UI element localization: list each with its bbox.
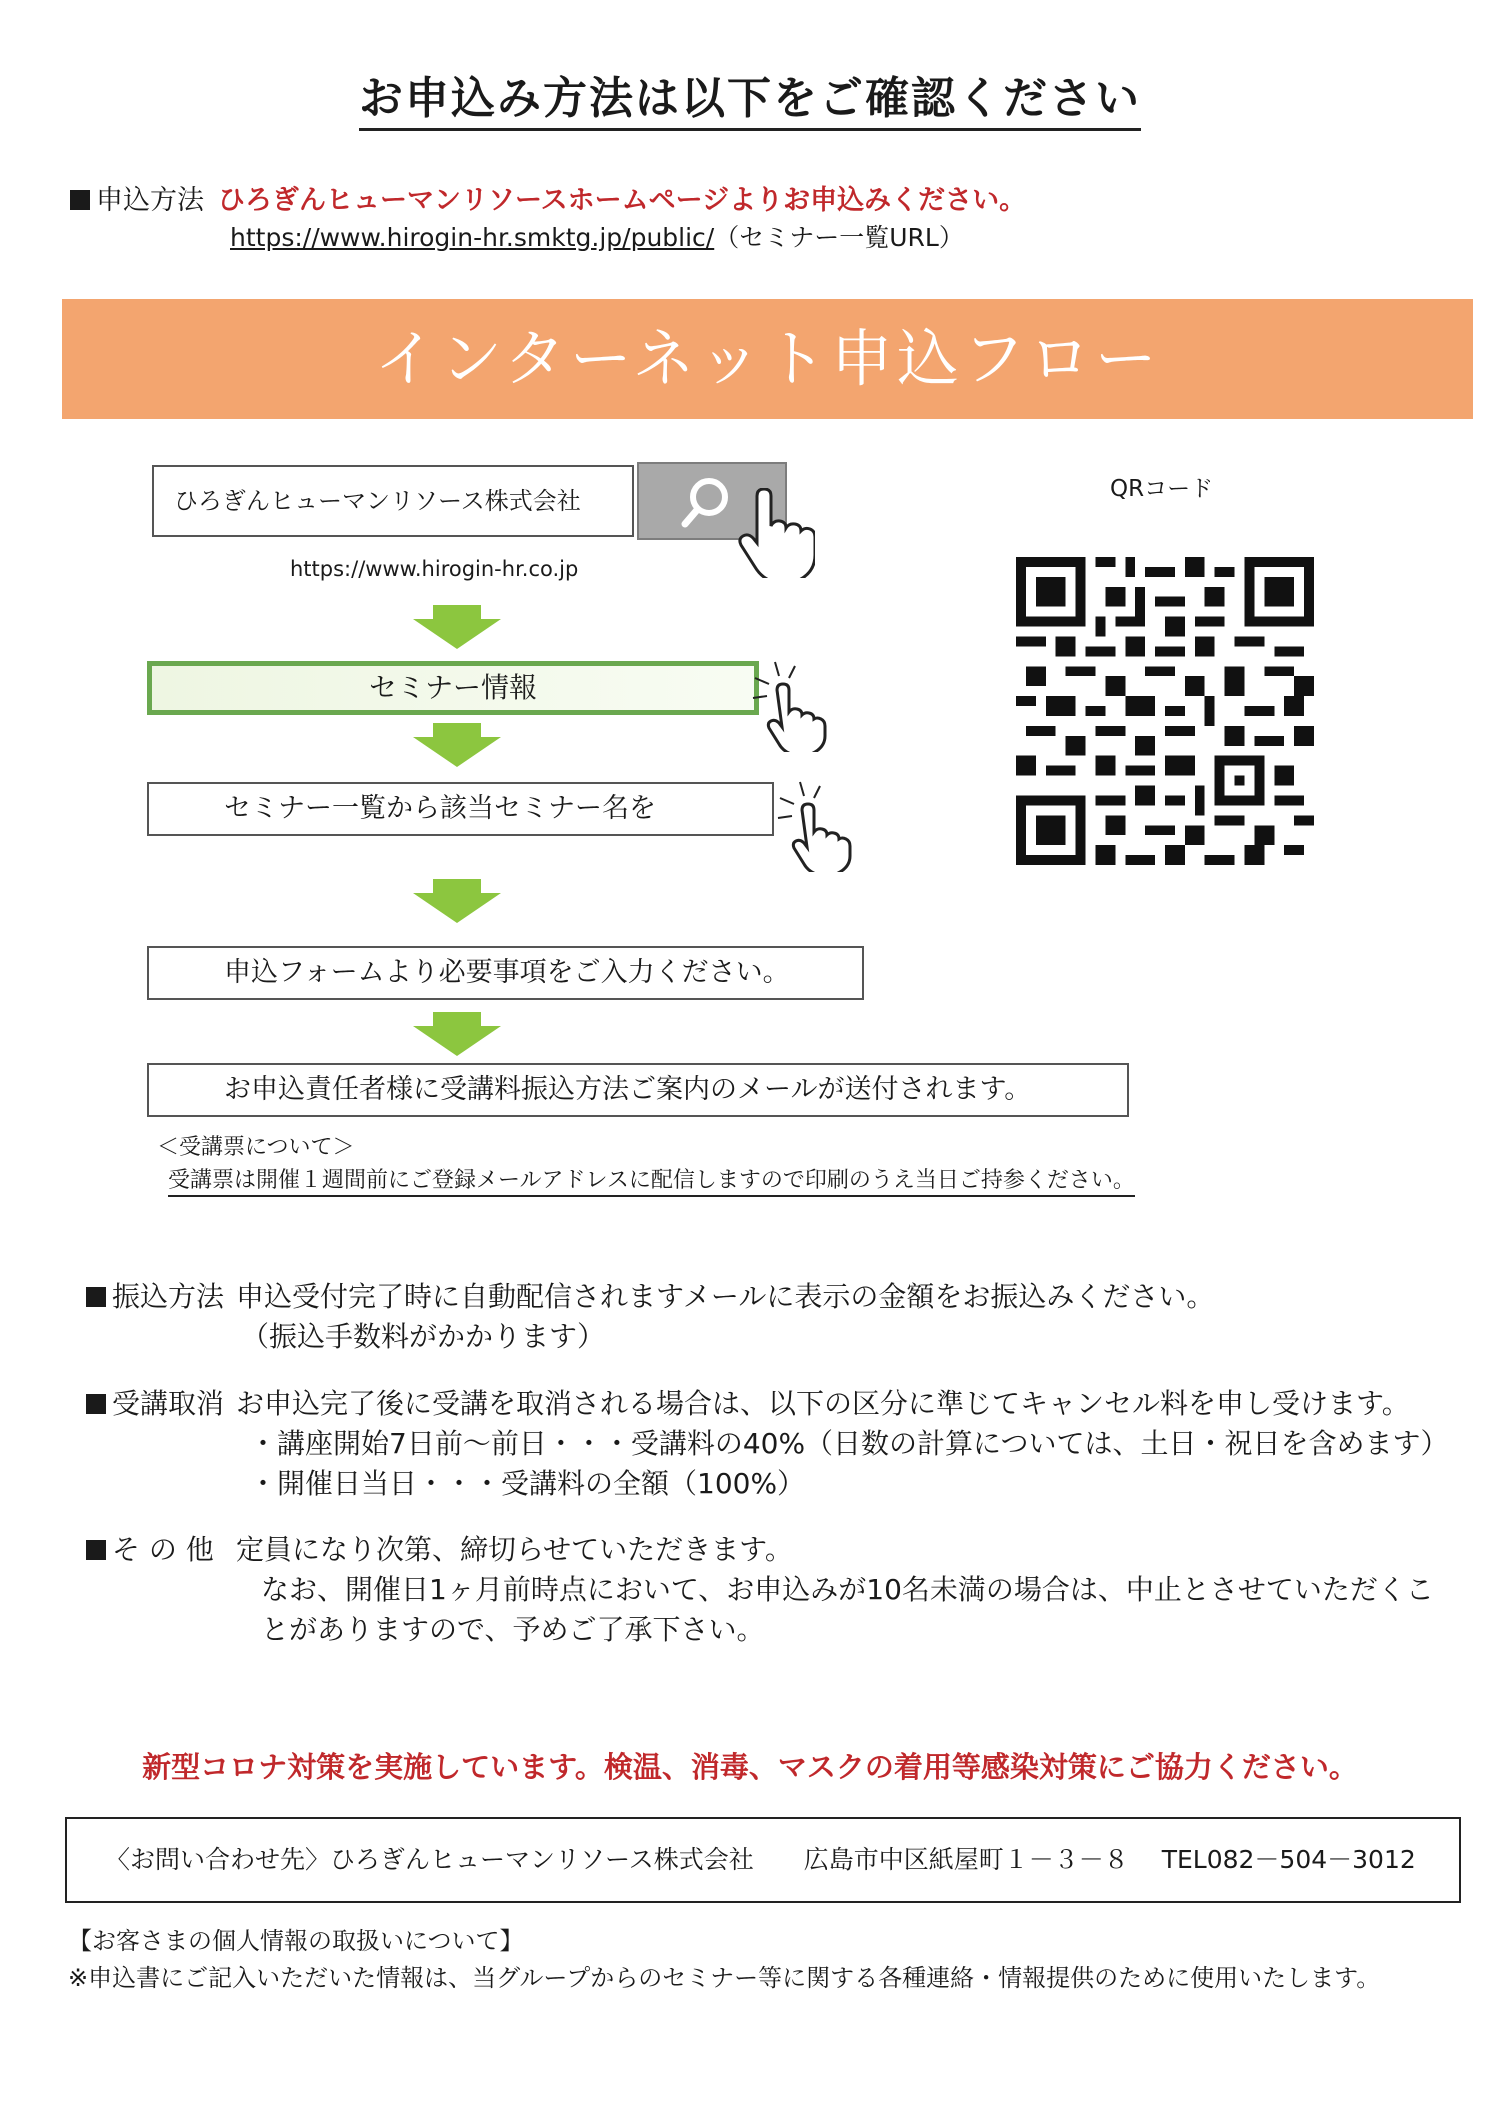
bullet-square-icon [86,1540,106,1560]
ticket-heading: ＜受講票について＞ [157,1135,355,1160]
cancel-line: お申込完了後に受講を取消される場合は、以下の区分に準じてキャンセル料を申し受けます。 [236,1387,1410,1420]
apply-method-row [70,178,1026,217]
cancel-section [86,1384,1449,1504]
contact-box: 〈お問い合わせ先〉ひろぎんヒューマンリソース株式会社 広島市中区紙屋町１－３－８ TEL082－504－3012 [65,1817,1461,1903]
payment-email-step: お申込責任者様に受講料振込方法ご案内のメールが送付されます。 [147,1063,1129,1117]
privacy-section [68,1923,1380,1997]
ticket-body: 受講票は開催１週間前にご登録メールアドレスに配信しますので印刷のうえ当日ご持参ください。 [168,1167,1135,1197]
down-arrow-icon [413,1012,501,1056]
apply-label: 申込方法 [96,185,204,216]
qr-label: QRコード [1110,476,1214,502]
bullet-square-icon [70,190,90,210]
privacy-body: ※申込書にご記入いただいた情報は、当グループからのセミナー等に関する各種連絡・情報提供のために使用いたします。 [68,1964,1381,1992]
seminar-url-row [230,218,964,254]
seminar-list-link[interactable]: https://www.hirogin-hr.smktg.jp/public/ [230,223,715,252]
corona-notice: 新型コロナ対策を実施しています。検温、消毒、マスクの着用等感染対策にご協力ください。 [142,1750,1358,1784]
bullet-square-icon [86,1287,106,1307]
down-arrow-icon [413,605,501,649]
other-label: そ の 他 [112,1533,214,1566]
apply-instruction: ひろぎんヒューマンリソースホームページよりお申込みください。 [218,185,1027,216]
tap-hand-icon [735,652,835,752]
other-line-2: なお、開催日1ヶ月前時点において、お申込みが10名未満の場合は、中止とさせていただくこ [261,1573,1434,1606]
search-box[interactable]: ひろぎんヒューマンリソース株式会社 [152,465,634,537]
cancel-label: 受講取消 [112,1387,225,1420]
tap-hand-icon [760,772,860,872]
pointing-hand-icon [735,488,815,578]
qr-code-icon [1015,557,1315,865]
other-line-3: とがありますので、予めご了承下さい。 [261,1613,765,1646]
application-form-step: 申込フォームより必要事項をご入力ください。 [147,946,864,1000]
other-line: 定員になり次第、締切らせていただきます。 [236,1533,793,1566]
cancel-rule-1: ・講座開始7日前～前日・・・受講料の40%（日数の計算については、土日・祝日を含めます） [249,1427,1449,1460]
down-arrow-icon [413,723,501,767]
payment-section [86,1277,1214,1357]
other-section [86,1530,1434,1650]
seminar-info-button[interactable]: セミナー情報 [147,661,759,715]
flow-banner: インターネット申込フロー [62,299,1473,419]
down-arrow-icon [413,879,501,923]
bullet-square-icon [86,1394,106,1414]
payment-label: 振込方法 [112,1280,225,1313]
url-note: （セミナー一覧URL） [714,223,964,252]
seminar-list-step[interactable]: セミナー一覧から該当セミナー名を [147,782,774,836]
payment-note: （振込手数料がかかります） [241,1320,606,1353]
privacy-heading: 【お客さまの個人情報の取扱いについて】 [68,1927,524,1955]
cancel-rule-2: ・開催日当日・・・受講料の全額（100%） [249,1467,806,1500]
payment-line: 申込受付完了時に自動配信されますメールに表示の金額をお振込みください。 [236,1280,1215,1313]
page-title: お申込み方法は以下をご確認ください [0,62,1500,126]
site-url: https://www.hirogin-hr.co.jp [290,557,579,581]
